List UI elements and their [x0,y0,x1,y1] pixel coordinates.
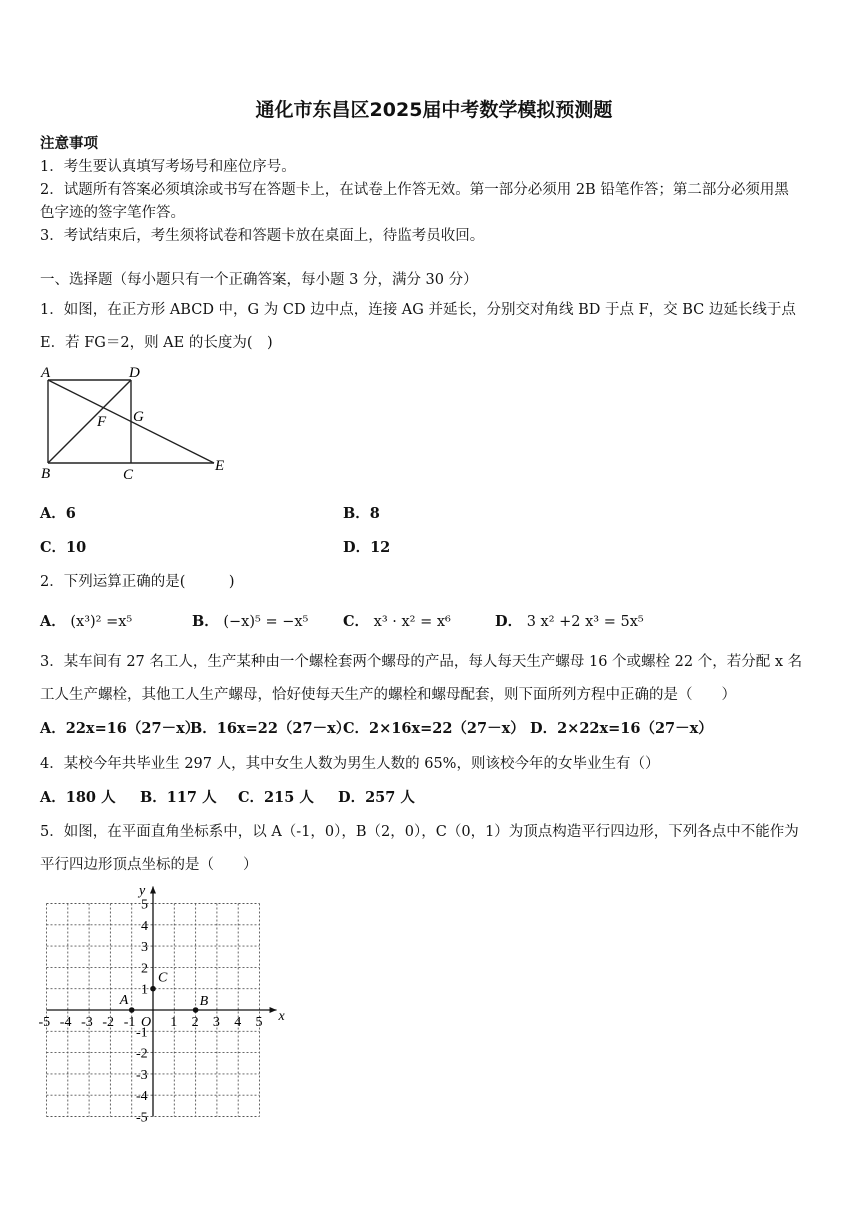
q2-option-c-label: C． [343,613,370,630]
q1-option-a: A．6 [40,505,76,522]
q2-option-c-expr: x³ · x² = x⁶ [373,614,451,630]
point-b [193,1007,199,1013]
q1-option-c: C．10 [40,539,87,556]
y-tick-label: -1 [136,1025,148,1041]
q4-option-a: A．180 人 [40,789,116,806]
q3-stem-line2: 工人生产螺栓，其他工人生产螺母，恰好使每天生产的螺栓和螺母配套，则下面所列方程中正确的是（ ） [40,687,736,703]
label-E: E [215,458,225,474]
q3-stem-line1: 3．某车间有 27 名工人，生产某种由一个螺栓套两个螺母的产品，每人每天生产螺母 16 个或螺栓 22 个，若分配 x 名 [40,654,803,670]
notice-heading: 注意事项 [40,135,98,152]
y-tick-label: -4 [136,1089,148,1105]
x-axis-arrow [270,1007,277,1013]
x-axis-label: x [278,1009,285,1024]
x-tick-label: 4 [234,1015,242,1030]
q3-option-d: D．2×22x=16（27－x） [530,720,713,737]
q5-coordinate-grid [36,880,286,1125]
y-tick-label: -3 [136,1067,148,1083]
q3-option-b: B．16x=22（27－x） [190,720,351,737]
q4-stem: 4．某校今年共毕业生 297 人，其中女生人数为男生人数的 65%，则该校今年的女毕业生有（） [40,756,660,772]
point-label-b: B [199,994,209,1009]
y-tick-label: -2 [136,1046,148,1062]
label-D: D [129,365,140,381]
point-label-a: A [119,993,129,1008]
notice-item: 2．试题所有答案必须填涂或书写在答题卡上，在试卷上作答无效。第一部分必须用 2B 铅笔作答；第二部分必须用黑 [40,182,789,198]
q5-stem-line2: 平行四边形顶点坐标的是（ ） [40,857,258,873]
notice-item: 3．考试结束后，考生须将试卷和答题卡放在桌面上，待监考员收回。 [40,228,485,244]
notice-item: 1．考生要认真填写考场号和座位序号。 [40,159,296,175]
q2-option-d-expr: 3 x² +2 x³ = 5x⁵ [526,614,644,630]
q1-option-d: D．12 [343,539,391,556]
y-tick-label: 1 [141,982,148,998]
x-tick-label: -1 [123,1015,136,1030]
label-B: B [41,466,51,482]
q4-option-c: C．215 人 [238,789,314,806]
x-tick-label: -2 [102,1015,115,1030]
q2-option-d-label: D． [495,613,523,630]
q1-option-b: B．8 [343,505,380,522]
q4-option-b: B．117 人 [140,789,217,806]
section-heading: 一、选择题（每小题只有一个正确答案，每小题 3 分，满分 30 分） [40,272,478,288]
x-tick-label: 5 [255,1015,263,1030]
q4-option-d: D．257 人 [338,789,415,806]
q2-stem: 2．下列运算正确的是( ) [40,574,235,590]
point-a [129,1007,135,1013]
label-G: G [133,409,144,425]
y-tick-label: 5 [141,897,148,913]
notice-item: 色字迹的签字笔作答。 [40,205,185,221]
q2-option-a-label: A． [40,613,66,630]
y-axis-label: y [139,883,146,899]
q3-option-c: C．2×16x=22（27－x） [343,720,525,737]
x-tick-label: -3 [81,1015,93,1030]
x-tick-label: 2 [191,1015,199,1030]
q1-stem-line2: E．若 FG＝2，则 AE 的长度为( ) [40,335,273,351]
y-tick-label: -5 [136,1110,148,1125]
x-tick-label: 3 [212,1015,220,1030]
q2-option-b-label: B． [192,613,219,630]
label-F: F [97,414,107,430]
q5-stem-line1: 5．如图，在平面直角坐标系中，以 A（-1，0），B（2，0），C（0，1）为顶点构造平行四边形，下列各点中不能作为 [40,824,799,840]
y-tick-label: 4 [141,918,148,934]
label-A: A [41,365,51,381]
q3-option-a: A．22x=16（27－x） [40,720,200,737]
q2-option-a-expr: (x³)² =x⁵ [70,614,133,630]
origin-label: O [141,1015,152,1030]
label-C: C [123,467,134,482]
q1-stem-line1: 1．如图，在正方形 ABCD 中，G 为 CD 边中点，连接 AG 并延长，分别交对角线 BD 于点 F，交 BC 边延长线于点 [40,302,796,318]
q2-option-b-expr: (−x)⁵ = −x⁵ [223,614,309,630]
point-c [150,986,156,992]
y-tick-label: 2 [141,961,148,977]
y-axis-arrow [150,886,156,893]
page-title: 通化市东昌区2025届中考数学模拟预测题 [255,99,613,121]
y-tick-label: 3 [141,940,148,956]
q1-square-figure [36,362,236,482]
x-tick-label: -4 [59,1015,72,1030]
point-label-c: C [158,970,168,986]
x-tick-label: 1 [170,1015,178,1030]
x-tick-label: -5 [38,1015,51,1030]
